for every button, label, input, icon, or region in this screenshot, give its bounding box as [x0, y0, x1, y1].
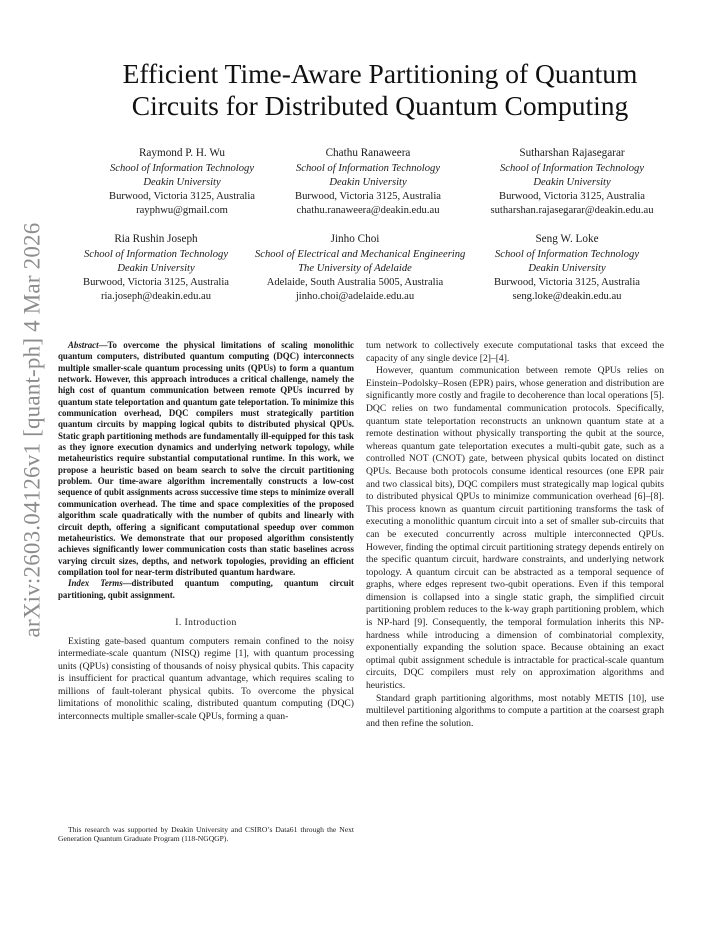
author-school: School of Electrical and Mechanical Engineering [255, 249, 466, 260]
author-email[interactable]: jinho.choi@adelaide.edu.au [295, 291, 415, 302]
left-column [58, 340, 354, 724]
author-name: Ria Rushin Joseph [114, 233, 198, 245]
author-name: Jinho Choi [330, 233, 380, 245]
author-block [268, 146, 468, 218]
author-address: Burwood, Victoria 3125, Australia [295, 191, 441, 202]
author-university: Deakin University [329, 177, 407, 188]
author-university: Deakin University [533, 177, 611, 188]
author-name: Seng W. Loke [535, 233, 599, 245]
paragraph: Existing gate-based quantum computers remain confined to the noisy intermediate-scale quantum (NISQ) regime [1], with quantum processing units (QPUs) consisting of thousands of noisy physical qubits. This capacity is insufficient for practical quantum advantage, which requires scaling to millions of fault-tolerant physical qubits. To overcome the physical limitations of monolithic scaling, distributed quantum computing (DQC) interconnects multiple smaller-scale QPUs, forming a quan- [58, 635, 354, 723]
title-line-2: Circuits for Distributed Quantum Computing [131, 90, 629, 121]
paper-title [80, 58, 680, 122]
title-line-1: Efficient Time-Aware Partitioning of Quantum [122, 58, 638, 89]
arxiv-stamp [8, 210, 56, 650]
author-school: School of Information Technology [109, 163, 255, 174]
paragraph: Standard graph partitioning algorithms, most notably METIS [10], use multilevel partitioning algorithms to compute a partition at the coarsest graph and then refine the solution. [366, 692, 664, 729]
author-university: Deakin University [117, 263, 195, 274]
abstract-text: —To overcome the physical limitations of scaling monolithic quantum computers, distributed quantum computing (DQC) interconnects multiple smaller-scale quantum processing units (QPUs) to form a quantum network. However, this approach introduces a critical challenge, namely the high cost of quantum communication between remote QPUs incurred by quantum state teleportation and quantum gate teleportation. To minimize this communication overhead, DQC compilers must strategically partition quantum circuits by mapping logical qubits to distributed physical QPUs. Static graph partitioning methods are fundamentally ill-equipped for this task as they ignore execution dynamics and underlying network topology, while metaheuristics require substantial computational runtime. In this work, we propose a heuristic based on beam search to solve the circuit partitioning problem. Our time-aware algorithm incrementally constructs a low-cost sequence of qubit assignments across successive time steps to minimize overall communication overhead. The time and space complexities of the proposed algorithm scale quadratically with the number of qubits and linearly with circuit depth, offering a significant computational speedup over common metaheuristics. We demonstrate that our proposed algorithm consistently achieves significantly lower communication costs than static baselines across varying circuit sizes, depths, and network topologies, providing an efficient compilation tool for near-term distributed quantum hardware. [58, 340, 354, 577]
author-name: Raymond P. H. Wu [138, 147, 226, 159]
author-university: Deakin University [143, 177, 221, 188]
right-column [366, 340, 664, 730]
author-name: Sutharshan Rajasegarar [519, 147, 625, 159]
author-address: Burwood, Victoria 3125, Australia [499, 191, 645, 202]
paragraph: However, quantum communication between remote QPUs relies on Einstein–Podolsky–Rosen (EPR) pairs, whose generation and distribution are significantly more costly and fragile to decoherence than local operations [5]. DQC relies on two fundamental communication protocols. Specifically, quantum state teleportation reconstructs an unknown quantum state at a remote destination without physically transporting the qubit at the source, whereas quantum gate teleportation executes a multi-qubit gate, such as a controlled NOT (CNOT) gate, between physical qubits located on distinct QPUs. Because both protocols consume identical resources (one EPR pair and two classical bits), DQC compilers must strategically map logical qubits to distributed physical QPUs to minimize communication overhead [6]–[8]. This process known as quantum circuit partitioning transforms the task of executing a monolithic quantum circuit into a set of smaller sub-circuits that can be executed concurrently across multiple interconnected QPUs. However, finding the optimal circuit partitioning strategy depends entirely on the specific quantum circuit, hardware constraints, and underlying network topology. A quantum circuit can be abstracted as a temporal sequence of graphs, where edges represent two-qubit operations. Even if this temporal dimension is collapsed into a single static graph, the simplified circuit partitioning problem reduces to the k-way graph partitioning problem, which is NP-hard [9]. Consequently, the temporal formulation inherits this NP-hardness while introducing a dimension of combinatorial complexity, exponentially expanding the solution space. Because obtaining an exact optimal qubit assignment schedule is intractable for practical-scale quantum circuits, DQC compilers must rely on approximation algorithms and heuristics. [366, 365, 664, 692]
paragraph: tum network to collectively execute computational tasks that exceed the capacity of any single device [2]–[4]. [366, 340, 664, 364]
abstract-lead: Abstract [68, 340, 99, 350]
author-address: Burwood, Victoria 3125, Australia [494, 277, 640, 288]
abstract [58, 340, 354, 578]
author-email[interactable]: seng.loke@deakin.edu.au [512, 291, 622, 302]
author-block [82, 146, 282, 218]
author-address: Burwood, Victoria 3125, Australia [109, 191, 255, 202]
author-school: School of Information Technology [499, 163, 645, 174]
author-school: School of Information Technology [83, 249, 229, 260]
author-university: Deakin University [528, 263, 606, 274]
author-university: The University of Adelaide [298, 263, 412, 274]
author-email[interactable]: chathu.ranaweera@deakin.edu.au [296, 205, 440, 216]
author-email[interactable]: ria.joseph@deakin.edu.au [100, 291, 212, 302]
author-block [56, 232, 256, 304]
author-email[interactable]: rayphwu@gmail.com [136, 205, 228, 216]
author-block [467, 232, 667, 304]
author-address: Burwood, Victoria 3125, Australia [83, 277, 229, 288]
author-block [255, 232, 466, 304]
author-block [472, 146, 672, 218]
footnote: This research was supported by Deakin University and CSIRO’s Data61 through the Next Generation Quantum Graduate Program (118-NGQGP). [58, 825, 354, 844]
index-terms [58, 578, 354, 601]
intro-body-left [58, 636, 354, 724]
section-heading: I. Introduction [175, 616, 237, 628]
index-terms-lead: Index Terms [68, 578, 123, 589]
author-school: School of Information Technology [494, 249, 640, 260]
author-name: Chathu Ranaweera [325, 147, 411, 159]
arxiv-stamp-text: arXiv:2603.04126v1 [quant-ph] 4 Mar 2026 [19, 222, 44, 638]
index-terms-text: —distributed quantum computing, quantum circuit partitioning, qubit assignment. [58, 578, 354, 600]
author-email[interactable]: sutharshan.rajasegarar@deakin.edu.au [490, 205, 654, 216]
author-address: Adelaide, South Australia 5005, Australia [266, 277, 444, 288]
author-school: School of Information Technology [295, 163, 441, 174]
